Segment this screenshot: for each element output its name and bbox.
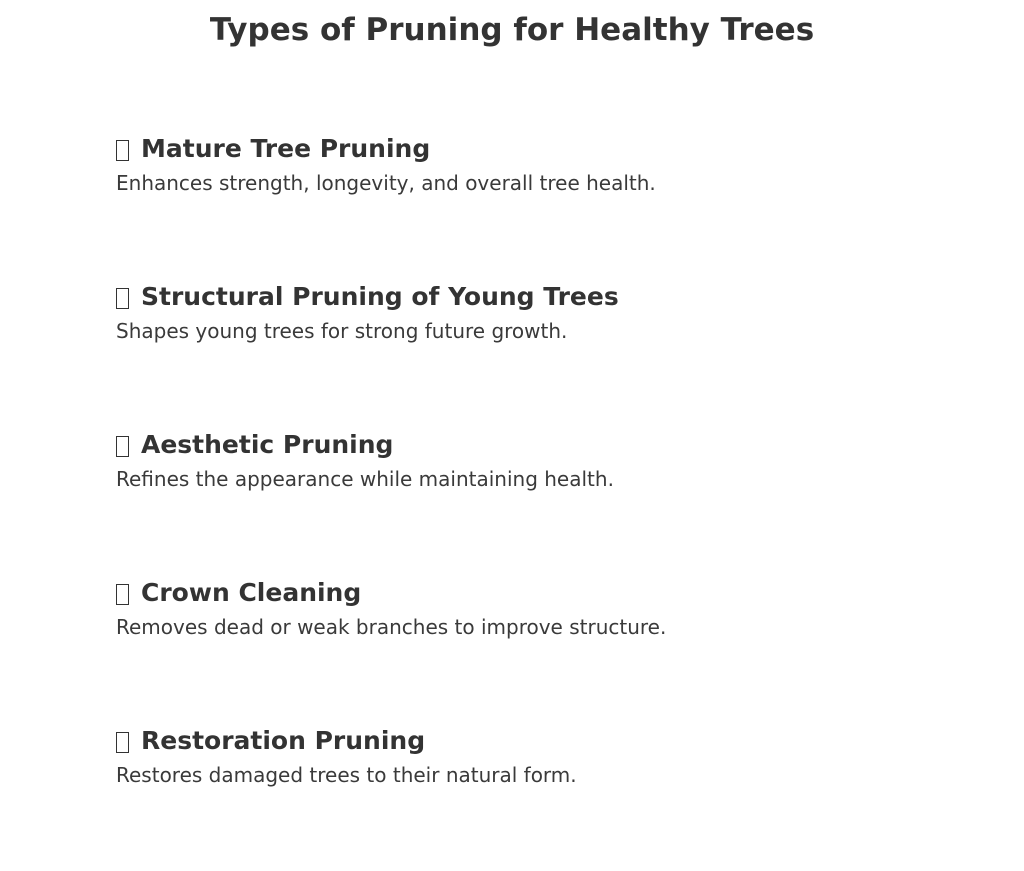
item-heading bbox=[116, 575, 996, 611]
missing-glyph-icon bbox=[116, 436, 129, 457]
item-heading bbox=[116, 427, 996, 463]
item-description: Restores damaged trees to their natural form. bbox=[116, 763, 577, 787]
pruning-types-list bbox=[116, 131, 996, 871]
missing-glyph-icon bbox=[116, 584, 129, 605]
list-item bbox=[116, 575, 996, 723]
missing-glyph-icon bbox=[116, 140, 129, 161]
list-item bbox=[116, 131, 996, 279]
missing-glyph-icon bbox=[116, 288, 129, 309]
item-description: Refines the appearance while maintaining health. bbox=[116, 467, 614, 491]
item-title: Aesthetic Pruning bbox=[141, 430, 394, 459]
list-item bbox=[116, 723, 996, 871]
item-title: Mature Tree Pruning bbox=[141, 134, 431, 163]
item-heading bbox=[116, 279, 996, 315]
item-title: Structural Pruning of Young Trees bbox=[141, 282, 619, 311]
item-heading bbox=[116, 131, 996, 167]
item-description: Removes dead or weak branches to improve structure. bbox=[116, 615, 667, 639]
item-title: Restoration Pruning bbox=[141, 726, 426, 755]
list-item bbox=[116, 427, 996, 575]
item-title: Crown Cleaning bbox=[141, 578, 362, 607]
item-description: Enhances strength, longevity, and overall tree health. bbox=[116, 171, 656, 195]
list-item bbox=[116, 279, 996, 427]
item-description: Shapes young trees for strong future growth. bbox=[116, 319, 568, 343]
item-heading bbox=[116, 723, 996, 759]
page-title: Types of Pruning for Healthy Trees bbox=[209, 12, 815, 48]
missing-glyph-icon bbox=[116, 732, 129, 753]
